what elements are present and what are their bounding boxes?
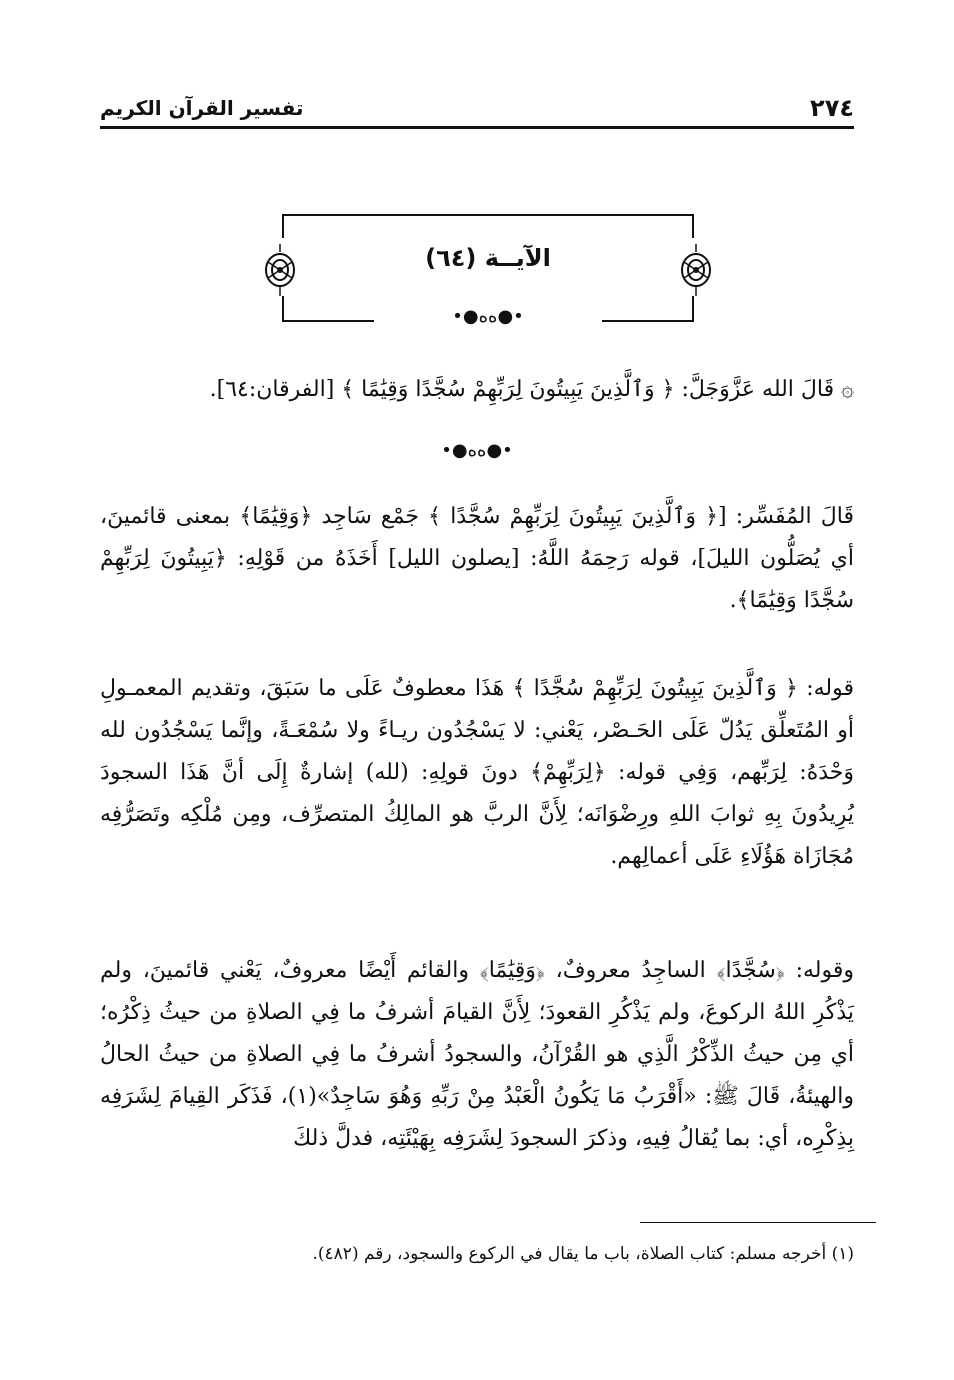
frame-bottom-left	[282, 296, 374, 322]
knot-ornament-icon	[262, 244, 298, 296]
ayah-title: الآيــة (٦٤)	[425, 244, 551, 272]
knot-ornament-icon	[678, 244, 714, 296]
page-number: ٢٧٤	[810, 94, 854, 122]
frame-bottom-right	[602, 296, 694, 322]
header-rule	[100, 126, 854, 129]
paragraph: قوله: ﴿ وَٱلَّذِينَ يَبِيتُونَ لِرَبِّهِمْ سُجَّدًا ﴾ هَذَا معطوفٌ عَلَى ما سَبَقَ، وتقديم المعمـولِ أو المُتَعلِّق يَدُلّ عَلَى الحَـصْر، يَعْني: لا يَسْجُدُون ريـاءً ولا سُمْعَـةً، وإنَّما يَسْجُدُون لله وَحْدَهُ: لِرَبِّهم، وَفِي قوله: ﴿لِرَبِّهِمْ﴾ دونَ قولِهِ: (لله) إشارةٌ إِلَى أنَّ هَذَا السجودَ يُرِيدُونَ بِهِ ثوابَ اللهِ ورِضْوَانَه؛ لِأَنَّ الربَّ هو المالِكُ المتصرِّف، ومِن مُلْكِه وتَصَرُّفِه مُجَازَاة هَؤُلَاءِ عَلَى أعمالِهم.	[100, 676, 854, 869]
ayah-frame	[282, 214, 694, 327]
page-header	[100, 92, 854, 132]
section-separator: •●ﻩﻩ●•	[441, 440, 513, 461]
frame-top	[282, 214, 694, 238]
ayah-ornament: •●ﻩﻩ●•	[452, 306, 524, 327]
paragraph: وقوله: ﴿سُجَّدًا﴾ الساجِدُ معروفٌ، ﴿وَقِيَٰمًا﴾ والقائم أَيْضًا معروفٌ، يَعْني قائمينَ، ولم يَذْكُرِ اللهُ الركوعَ، ولم يَذْكُرِ القعودَ؛ لِأَنَّ القيامَ أشرفُ ما فِي الصلاةِ من حيثُ ذِكْرُه؛ أي مِن حيثُ الذِّكْرُ الَّذِي هو القُرْآنُ، والسجودُ أشرفُ ما فِي الصلاةِ من حيثُ الحالُ والهيئةُ، قَالَ ﷺ: «أَقْرَبُ مَا يَكُونُ الْعَبْدُ مِنْ رَبِّهِ وَهُوَ سَاجِدٌ»(١)، فَذَكَر القِيامَ لِشَرَفِه بِذِكْرِه، أي: بما يُقالُ فِيهِ، وذكرَ السجودَ لِشَرَفِه بِهَيْئَتِه، فدلَّ ذلكَ	[100, 958, 854, 1151]
footnote: (١) أخرجه مسلم: كتاب الصلاة، باب ما يقال في الركوع والسجود، رقم (٤٨٢).	[312, 1244, 854, 1264]
book-title: تفسير القرآن الكريم	[100, 96, 304, 120]
footnote-rule	[640, 1222, 876, 1223]
paragraph: قَالَ المُفَسِّر: [﴿ وَٱلَّذِينَ يَبِيتُونَ لِرَبِّهِمْ سُجَّدًا ﴾ جَمْع سَاجِد ﴿وَقِيَٰمًا﴾ بمعنى قائمينَ، أي يُصَلُّون الليلَ]، قوله رَحِمَهُ اللَّهُ: [يصلون الليل] أَخَذَهُ من قَوْلِهِ: ﴿يَبِيتُونَ لِرَبِّهِمْ سُجَّدًا وَقِيَٰمًا﴾.	[100, 504, 854, 613]
verse-intro: ۞ قَالَ الله عَزَّوَجَلَّ: ﴿ وَٱلَّذِينَ يَبِيتُونَ لِرَبِّهِمْ سُجَّدًا وَقِيَٰمًا ﴾ [الفرقان:٦٤].	[209, 377, 854, 402]
